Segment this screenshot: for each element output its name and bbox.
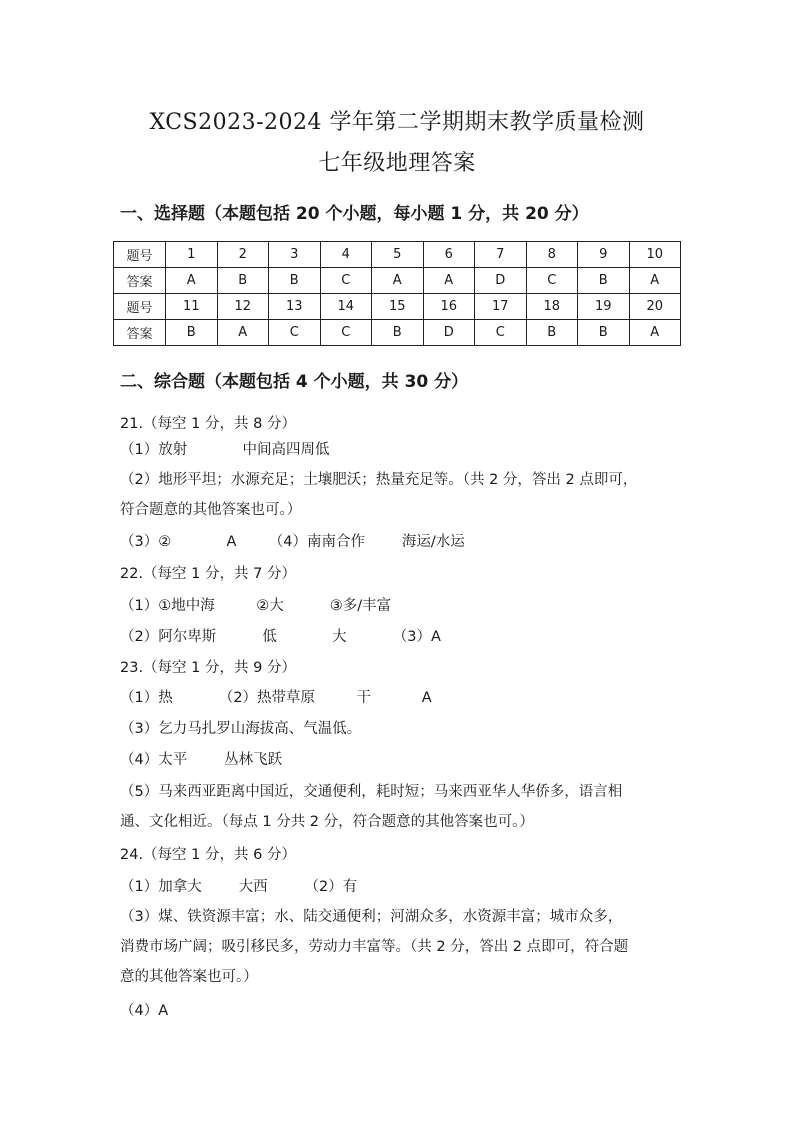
answer-line: 通、文化相近。（每点 1 分共 2 分，符合题意的其他答案也可。） <box>120 814 534 830</box>
answer-cell: 4 <box>320 242 372 268</box>
answer-cell: 16 <box>423 294 475 320</box>
answer-cell: 2 <box>217 242 269 268</box>
answer-cell: C <box>475 320 527 346</box>
answer-cell: B <box>372 320 424 346</box>
section-1-heading: 一、选择题（本题包括 20 个小题，每小题 1 分，共 20 分） <box>120 204 589 224</box>
answer-line: （3）煤、铁资源丰富；水、陆交通便利；河湖众多，水资源丰富；城市众多， <box>120 909 623 925</box>
row-header-cell: 答案 <box>114 268 166 294</box>
answer-cell: 7 <box>475 242 527 268</box>
answer-cell: B <box>217 268 269 294</box>
answer-cell: 1 <box>166 242 218 268</box>
answer-cell: B <box>578 320 630 346</box>
answer-line: 24.（每空 1 分，共 6 分） <box>120 847 296 863</box>
answer-cell: 20 <box>629 294 681 320</box>
answer-line: 意的其他答案也可。） <box>120 969 258 985</box>
answer-cell: 12 <box>217 294 269 320</box>
answer-cell: 3 <box>269 242 321 268</box>
answer-cell: 10 <box>629 242 681 268</box>
answer-line: 22.（每空 1 分，共 7 分） <box>120 566 296 582</box>
answer-cell: A <box>166 268 218 294</box>
answer-cell: D <box>475 268 527 294</box>
answer-line: （3）乞力马扎罗山海拔高、气温低。 <box>120 721 362 737</box>
table-row <box>114 294 681 320</box>
answer-cell: C <box>320 268 372 294</box>
answer-cell: B <box>578 268 630 294</box>
answer-cell: A <box>217 320 269 346</box>
answer-cell: A <box>372 268 424 294</box>
document-subtitle: 七年级地理答案 <box>318 151 476 176</box>
answer-cell: B <box>166 320 218 346</box>
answer-cell: C <box>320 320 372 346</box>
row-header-cell: 题号 <box>114 294 166 320</box>
answer-line: （2）地形平坦；水源充足；土壤肥沃；热量充足等。（共 2 分，答出 2 点即可， <box>120 472 638 488</box>
table-row <box>114 320 681 346</box>
answer-line: （1）①地中海 ②大 ③多/丰富 <box>120 598 392 614</box>
answer-line: （2）阿尔卑斯 低 大 （3）A <box>120 629 441 645</box>
answer-line: （3）② A （4）南南合作 海运/水运 <box>120 534 465 550</box>
answer-cell: A <box>423 268 475 294</box>
answer-cell: 8 <box>526 242 578 268</box>
table-row <box>114 268 681 294</box>
answer-table <box>113 241 681 346</box>
answer-cell: B <box>526 320 578 346</box>
answer-cell: A <box>629 268 681 294</box>
document-title: XCS2023-2024 学年第二学期期末教学质量检测 <box>149 110 645 135</box>
answer-cell: 9 <box>578 242 630 268</box>
answer-cell: C <box>269 320 321 346</box>
answer-line: 23.（每空 1 分，共 9 分） <box>120 660 296 676</box>
answer-line: 消费市场广阔；吸引移民多，劳动力丰富等。（共 2 分，答出 2 点即可，符合题 <box>120 939 629 955</box>
answer-cell: 15 <box>372 294 424 320</box>
answer-line: （1）加拿大 大西 （2）有 <box>120 879 358 895</box>
answer-line: 21.（每空 1 分，共 8 分） <box>120 416 296 432</box>
table-row <box>114 242 681 268</box>
answer-cell: 13 <box>269 294 321 320</box>
section-2-heading: 二、综合题（本题包括 4 个小题，共 30 分） <box>120 372 469 392</box>
answer-cell: B <box>269 268 321 294</box>
answer-line: （5）马来西亚距离中国近，交通便利，耗时短；马来西亚华人华侨多，语言相 <box>120 784 623 800</box>
answer-cell: D <box>423 320 475 346</box>
answer-cell: A <box>629 320 681 346</box>
answer-cell: 18 <box>526 294 578 320</box>
answer-line: 符合题意的其他答案也可。） <box>120 502 302 518</box>
row-header-cell: 答案 <box>114 320 166 346</box>
answer-cell: 11 <box>166 294 218 320</box>
answer-line: （4）A <box>120 1003 169 1019</box>
answer-cell: 14 <box>320 294 372 320</box>
answer-line: （1）热 （2）热带草原 干 A <box>120 690 432 706</box>
answer-cell: 19 <box>578 294 630 320</box>
row-header-cell: 题号 <box>114 242 166 268</box>
answer-cell: C <box>526 268 578 294</box>
answer-cell: 6 <box>423 242 475 268</box>
answer-line: （1）放射 中间高四周低 <box>120 442 330 458</box>
answer-cell: 17 <box>475 294 527 320</box>
answer-cell: 5 <box>372 242 424 268</box>
answer-line: （4）太平 丛林飞跃 <box>120 752 283 768</box>
